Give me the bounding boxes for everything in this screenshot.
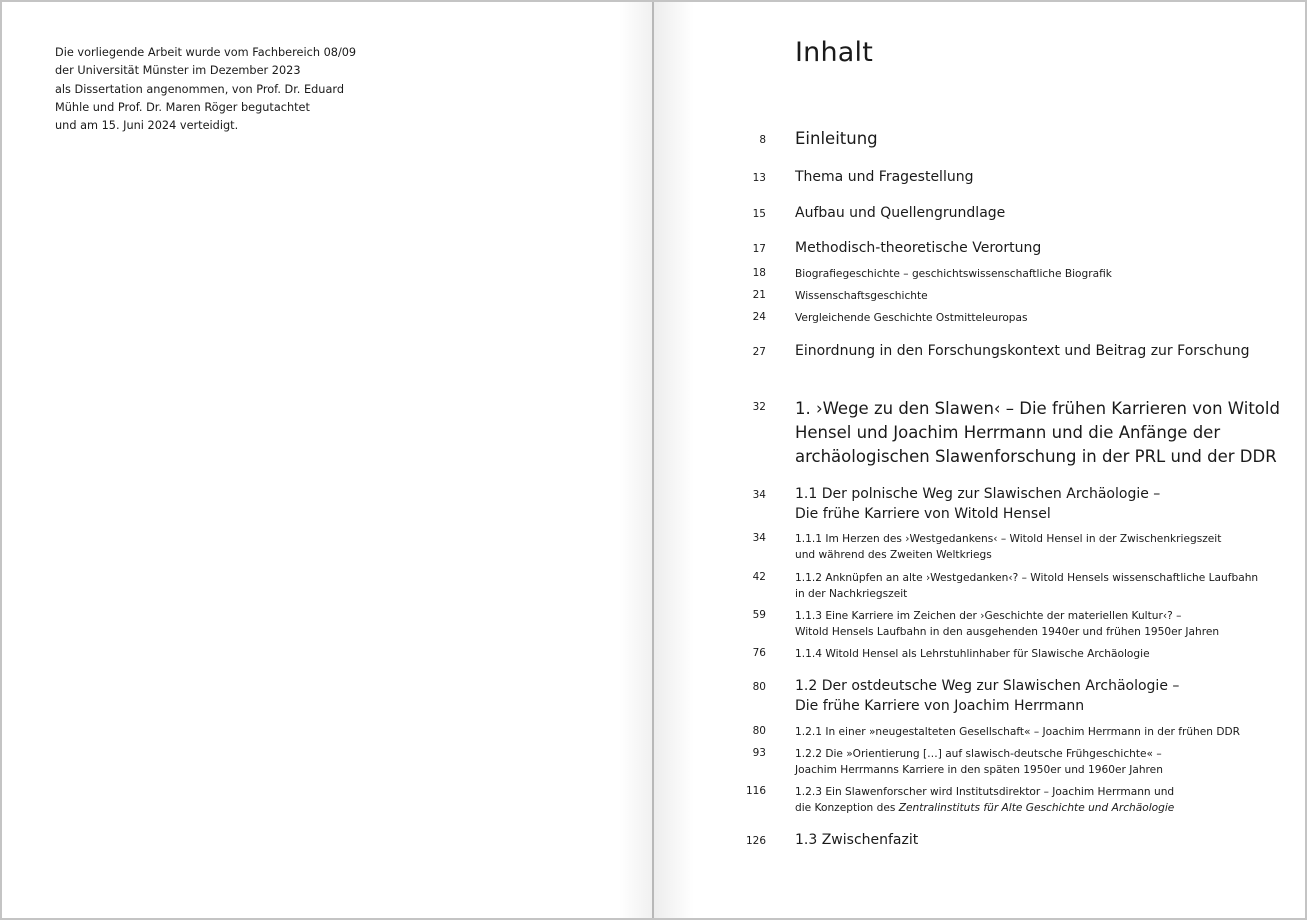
toc-heading-line: Methodisch-theoretische Verortung (795, 240, 1042, 256)
toc-heading (795, 129, 1265, 149)
toc-heading-line: 1.1.3 Eine Karriere im Zeichen der ›Geschichte der materiellen Kultur‹? – (795, 610, 1182, 622)
toc-heading-line: und während des Zweiten Weltkriegs (795, 549, 992, 561)
toc-page-number: 32 (752, 401, 766, 413)
imprint-line: Die vorliegende Arbeit wurde vom Fachbereich 08/09 (55, 46, 357, 59)
toc-heading-line: 1.2 Der ostdeutsche Weg zur Slawischen Archäologie – (795, 678, 1180, 694)
toc-heading (795, 288, 1265, 304)
imprint-line: der Universität Münster im Dezember 2023 (55, 64, 301, 78)
toc-heading-line: 1.2.2 Die »Orientierung […] auf slawisch-deutsche Frühgeschichte« – (795, 748, 1162, 760)
toc-heading-line: 1.1.2 Anknüpfen an alte ›Westgedanken‹? – Witold Hensels wissenschaftliche Laufbahn (795, 572, 1259, 584)
toc-heading (795, 830, 1265, 850)
toc-page-number: 93 (752, 747, 766, 759)
toc-page-number: 17 (752, 243, 766, 255)
toc-page-number: 13 (752, 172, 766, 184)
toc-page-number: 59 (752, 609, 766, 621)
toc-heading (795, 646, 1265, 662)
gutter-shadow (654, 2, 694, 918)
toc-heading-line (795, 800, 1265, 816)
toc-heading-line: Die frühe Karriere von Joachim Herrmann (795, 698, 1085, 714)
toc-page-number: 34 (752, 489, 766, 501)
toc-heading-line: 1.1.1 Im Herzen des ›Westgedankens‹ – Witold Hensel in der Zwischenkriegszeit (795, 533, 1222, 545)
left-page (2, 2, 653, 918)
toc-page-number: 80 (752, 725, 766, 737)
toc-heading-line: Hensel und Joachim Herrmann und die Anfänge der (795, 423, 1221, 442)
right-page (654, 2, 1305, 918)
toc-heading-line: Einleitung (795, 129, 878, 148)
toc-heading (795, 784, 1265, 816)
toc-heading-line: 1.2.1 In einer »neugestalteten Gesellschaft« – Joachim Herrmann in der frühen DDR (795, 726, 1241, 738)
toc-heading-line: Joachim Herrmanns Karriere in den späten 1950er und 1960er Jahren (795, 764, 1163, 776)
toc-heading (795, 531, 1265, 563)
toc-heading-line: archäologischen Slawenforschung in der PRL und der DDR (795, 447, 1277, 466)
toc-page-number: 116 (745, 785, 766, 797)
imprint-note (55, 44, 385, 135)
toc-heading-line: 1.3 Zwischenfazit (795, 832, 919, 848)
toc-page-number: 34 (752, 532, 766, 544)
toc-heading (795, 238, 1265, 258)
toc-page-number: 18 (752, 267, 766, 279)
toc-page-number: 8 (759, 134, 766, 146)
toc-heading-line: Thema und Fragestellung (795, 169, 974, 185)
toc-heading (795, 676, 1265, 716)
toc-heading (795, 266, 1265, 282)
imprint-line: als Dissertation angenommen, von Prof. Dr. Eduard (55, 82, 345, 96)
toc-heading (795, 608, 1265, 640)
gutter-shadow (619, 2, 653, 918)
imprint-line: und am 15. Juni 2024 verteidigt. (55, 119, 239, 133)
toc-heading-line: in der Nachkriegszeit (795, 588, 908, 600)
toc-heading (795, 570, 1265, 602)
toc-page-number: 24 (752, 311, 766, 323)
toc-page-number: 15 (752, 208, 766, 220)
toc-page-number: 76 (752, 647, 766, 659)
toc-page-number: 21 (752, 289, 766, 301)
toc-heading-line: Vergleichende Geschichte Ostmitteleuropas (795, 312, 1028, 324)
toc-heading-line: 1.2.3 Ein Slawenforscher wird Institutsdirektor – Joachim Herrmann und (795, 786, 1175, 798)
toc-heading-line: Aufbau und Quellengrundlage (795, 205, 1006, 221)
toc-heading (795, 746, 1265, 778)
toc-heading (795, 484, 1265, 524)
toc-heading (795, 724, 1265, 740)
toc-page-number: 126 (745, 835, 766, 847)
toc-heading-line: Die frühe Karriere von Witold Hensel (795, 506, 1051, 522)
toc-heading-text: die Konzeption des (795, 802, 899, 814)
toc-heading (795, 341, 1265, 361)
toc-heading-line: 1.1.4 Witold Hensel als Lehrstuhlinhaber für Slawische Archäologie (795, 648, 1150, 660)
imprint-line: Mühle und Prof. Dr. Maren Röger begutachtet (55, 100, 310, 114)
toc-heading-line: Witold Hensels Laufbahn in den ausgehenden 1940er und frühen 1950er Jahren (795, 626, 1220, 638)
toc-heading (795, 397, 1280, 469)
toc-page-number: 27 (752, 346, 766, 358)
toc-heading-line: Einordnung in den Forschungskontext und Beitrag zur Forschung (795, 343, 1250, 359)
toc-heading (795, 203, 1265, 223)
toc-heading-line: Biografiegeschichte – geschichtswissenschaftliche Biografik (795, 268, 1112, 280)
toc-heading-italic: Zentralinstituts für Alte Geschichte und Archäologie (898, 802, 1175, 814)
toc-heading (795, 310, 1265, 326)
toc-heading-line: 1. ›Wege zu den Slawen‹ – Die frühen Karrieren von Witold (795, 399, 1280, 418)
toc-heading-line: 1.1 Der polnische Weg zur Slawischen Archäologie – (795, 486, 1161, 502)
toc-page-number: 80 (752, 681, 766, 693)
toc-heading (795, 167, 1265, 187)
toc-page-number: 42 (752, 571, 766, 583)
toc-heading-line: Wissenschaftsgeschichte (795, 290, 928, 302)
page-title: Inhalt (795, 37, 874, 68)
